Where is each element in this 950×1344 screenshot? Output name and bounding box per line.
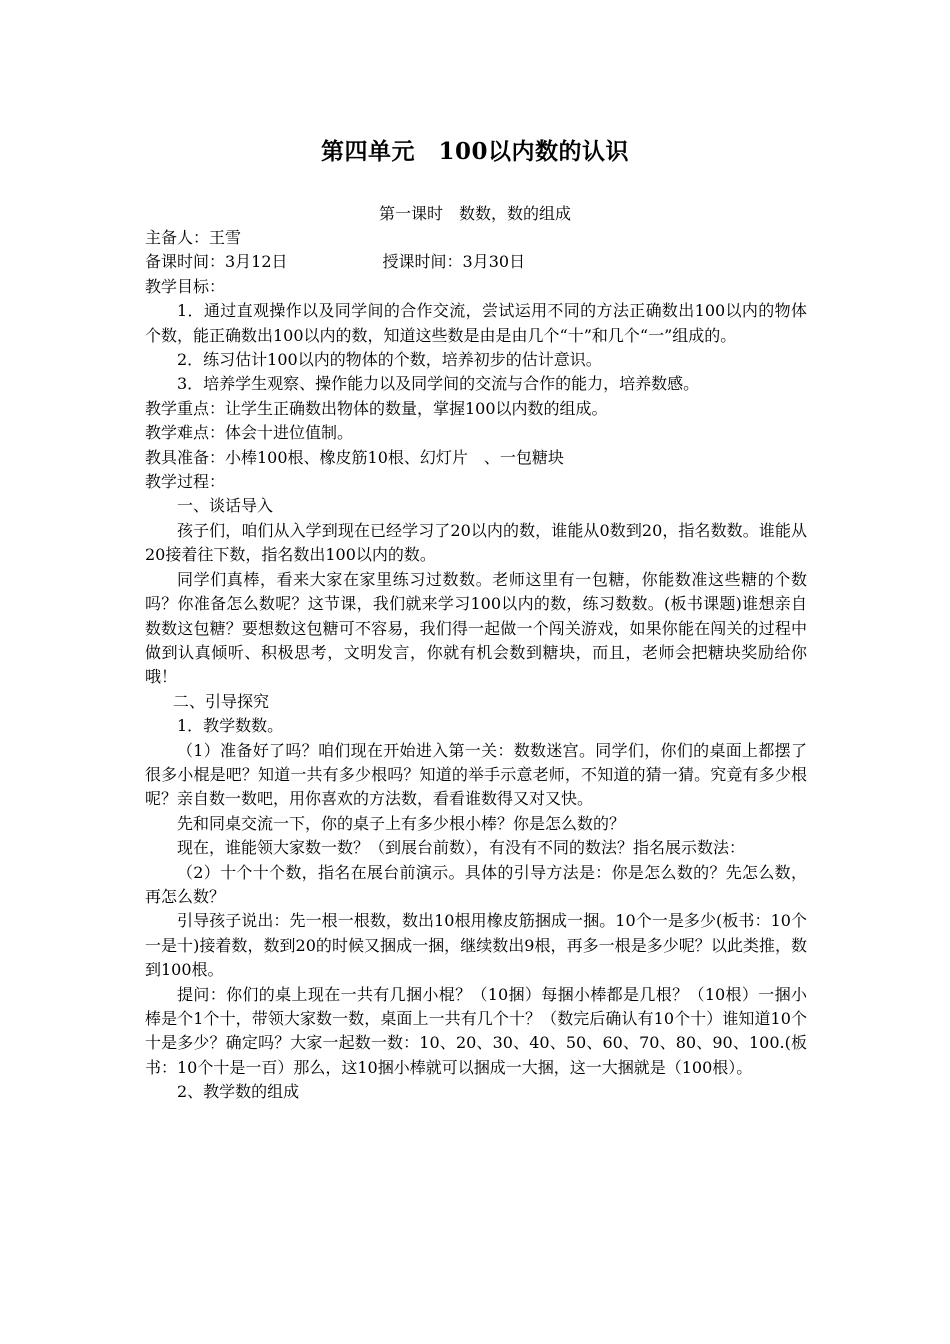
paragraph: （1）准备好了吗？咱们现在开始进入第一关：数数迷宫。同学们，你们的桌面上都摆了很多小棍是吧？知道一共有多少根吗？知道的举手示意老师，不知道的猜一猜。究竟有多少根呢？亲自数一数吧，用你喜欢的方法数，看看谁数得又对又快。 [145, 740, 807, 809]
paragraph: （2）十个十个数，指名在展台前演示。具体的引导方法是：你是怎么数的？先怎么数，再怎么数？ [145, 862, 807, 906]
subsection-heading: 2、教学数的组成 [177, 1082, 300, 1102]
difficulty: 教学难点：体会十进位值制。 [145, 423, 354, 443]
process-heading: 教学过程： [145, 472, 226, 492]
preparer-line: 主备人：王雪 [145, 228, 242, 247]
paragraph: 现在，谁能领大家数一数？（到展台前数），有没有不同的数法？指名展示数法： [177, 838, 746, 858]
section-heading: 二、引导探究 [173, 691, 270, 711]
materials: 教具准备：小棒100根、橡皮筋10根、幻灯片 、一包糖块 [145, 447, 564, 467]
key-point: 教学重点：让学生正确数出物体的数量，掌握100以内数的组成。 [145, 398, 608, 418]
paragraph: 孩子们，咱们从入学到现在已经学习了20以内的数，谁能从0数到20，指名数数。谁能从20接着往下数，指名数出100以内的数。 [145, 520, 807, 565]
schedule-row [145, 250, 807, 274]
paragraph: 先和同桌交流一下，你的桌子上有多少根小棒？你是怎么数的？ [177, 813, 626, 833]
teach-time: 授课时间：3月30日 [382, 252, 526, 272]
objective-item: 3．培养学生观察、操作能力以及同学间的交流与合作的能力，培养数感。 [177, 374, 700, 394]
document-title: 第四单元 100以内数的认识 [320, 138, 629, 165]
objective-item: 1．通过直观操作以及同学间的合作交流，尝试运用不同的方法正确数出100以内的物体个数，能正确数出100以内的数，知道这些数是由是由几个“十”和几个“一”组成的。 [145, 301, 807, 345]
paragraph: 同学们真棒，看来大家在家里练习过数数。老师这里有一包糖，你能数准这些糖的个数吗？你准备怎么数呢？这节课，我们就来学习100以内的数，练习数数。(板书课题)谁想亲自数数这包糖？要想数这包糖可不容易，我们得一起做一个闯关游戏，如果你能在闯关的过程中做到认真倾听、积极思考，文明发言，你就有机会数到糖块，而且，老师会把糖块奖励给你哦！ [145, 569, 807, 687]
prep-time: 备课时间：3月12日 [145, 252, 288, 272]
paragraph: 引导孩子说出：先一根一根数，数出10根用橡皮筋捆成一捆。10个一是多少(板书：10个一是十)接着数，数到20的时候又捆成一捆，继续数出9根，再多一根是多少呢？以此类推，数到100根。 [145, 911, 807, 980]
objective-item: 2．练习估计100以内的物体的个数，培养初步的估计意识。 [177, 350, 602, 370]
section-heading: 一、谈话导入 [177, 496, 274, 516]
paragraph: 提问：你们的桌上现在一共有几捆小棍？（10捆）每捆小棒都是几根？（10根）一捆小棒是个1个十，带领大家数一数，桌面上一共有几个十？（数完后确认有10个十）谁知道10个十是多少？确定吗？大家一起数一数：10、20、30、40、50、60、70、80、90、100.(板书：10个十是一百）那么，这10捆小棒就可以捆成一大捆，这一大捆就是（100根）。 [145, 984, 807, 1077]
subsection-heading: 1．教学数数。 [177, 716, 284, 736]
lesson-subtitle: 第一课时 数数，数的组成 [378, 204, 571, 223]
document-body [145, 226, 807, 1105]
objectives-heading: 教学目标： [145, 276, 226, 296]
